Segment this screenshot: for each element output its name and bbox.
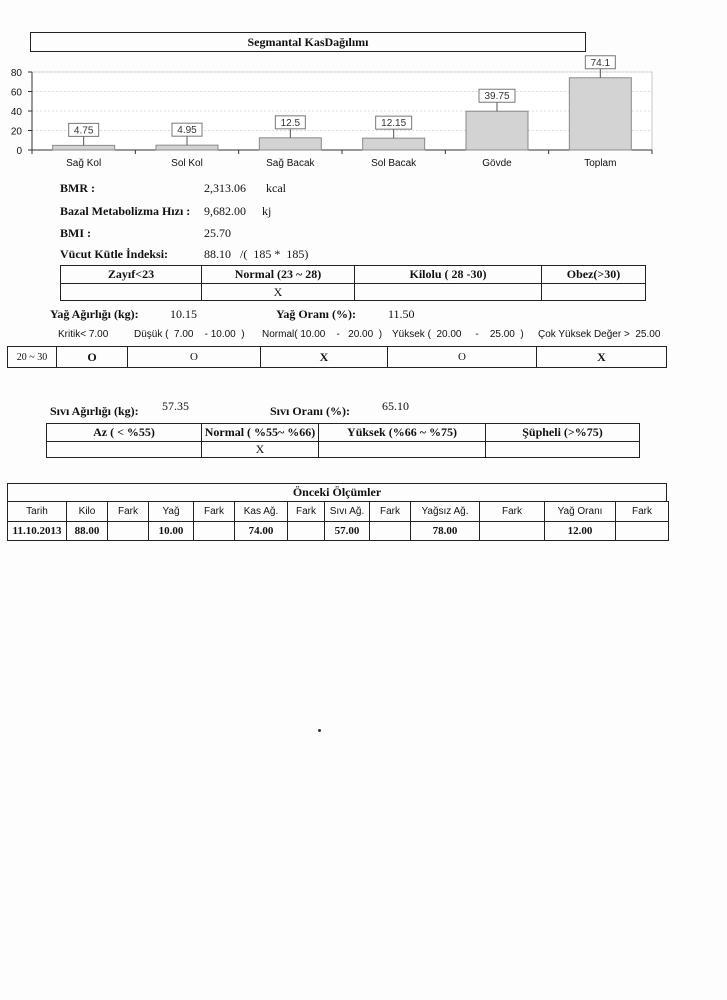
fat-mark: O bbox=[57, 347, 128, 368]
bar bbox=[259, 138, 321, 150]
cell-muscle: 74.00 bbox=[235, 522, 288, 541]
fluid-category-table bbox=[46, 423, 640, 458]
fat-range-critical: Kritik< 7.00 bbox=[58, 329, 109, 340]
bmi-mark bbox=[542, 284, 646, 301]
data-label: 39.75 bbox=[484, 91, 510, 103]
y-tick-label: 80 bbox=[10, 68, 22, 79]
bmi-header: Zayıf<23 bbox=[61, 266, 202, 284]
bar bbox=[363, 138, 425, 150]
col-header: Fark bbox=[480, 502, 545, 522]
bmi-value: 25.70 bbox=[204, 226, 231, 240]
cell-weight: 88.00 bbox=[67, 522, 108, 541]
fluid-header: Şüpheli (>%75) bbox=[486, 424, 640, 442]
x-tick-label: Sol Kol bbox=[171, 158, 203, 169]
col-header: Sıvı Ağ. bbox=[325, 502, 370, 522]
bmi-label: BMI : bbox=[60, 226, 91, 240]
vki-label: Vücut Kütle İndeksi: bbox=[60, 247, 169, 261]
cell-diff bbox=[616, 522, 669, 541]
fluid-header: Normal ( %55~ %66) bbox=[202, 424, 319, 442]
y-tick-label: 20 bbox=[10, 126, 22, 138]
previous-measurements-table bbox=[7, 501, 669, 541]
col-header: Fark bbox=[108, 502, 149, 522]
fat-mark: O bbox=[128, 347, 261, 368]
col-header: Yağsız Ağ. bbox=[411, 502, 480, 522]
bmi-header: Kilolu ( 28 -30) bbox=[355, 266, 542, 284]
col-header: Kas Ağ. bbox=[235, 502, 288, 522]
cell-diff bbox=[194, 522, 235, 541]
cell-diff bbox=[108, 522, 149, 541]
col-header: Fark bbox=[288, 502, 325, 522]
data-label: 4.95 bbox=[177, 125, 197, 137]
previous-header-row bbox=[8, 502, 669, 522]
fat-weight-value: 10.15 bbox=[170, 307, 197, 321]
bar bbox=[156, 145, 218, 150]
bar bbox=[466, 111, 528, 150]
col-header: Tarih bbox=[8, 502, 67, 522]
fat-mark: O bbox=[388, 347, 537, 368]
cell-fat-ratio: 12.00 bbox=[545, 522, 616, 541]
bmi-mark bbox=[355, 284, 542, 301]
y-tick-label: 60 bbox=[10, 87, 22, 99]
bmi-header: Normal (23 ~ 28) bbox=[202, 266, 355, 284]
col-header: Fark bbox=[616, 502, 669, 522]
fluid-ratio-value: 65.10 bbox=[382, 399, 409, 413]
bazal-unit: kj bbox=[262, 204, 272, 218]
data-label: 12.15 bbox=[381, 118, 407, 130]
x-tick-label: Gövde bbox=[482, 158, 512, 169]
fluid-mark bbox=[319, 442, 486, 458]
chart-title: Segmantal KasDağılımı bbox=[30, 32, 586, 52]
fat-ratio-label: Yağ Oranı (%): bbox=[276, 307, 356, 321]
fat-range-low: Düşük ( 7.00 - 10.00 ) bbox=[134, 329, 245, 340]
table-row bbox=[8, 522, 669, 541]
bmi-category-table bbox=[60, 265, 646, 301]
col-header: Yağ Oranı bbox=[545, 502, 616, 522]
bar bbox=[53, 145, 115, 150]
fat-range-table bbox=[7, 346, 667, 368]
x-tick-label: Sağ Bacak bbox=[266, 158, 315, 169]
fluid-mark bbox=[486, 442, 640, 458]
col-header: Fark bbox=[370, 502, 411, 522]
vki-value: 88.10 bbox=[204, 247, 231, 261]
fluid-header: Yüksek (%66 ~ %75) bbox=[319, 424, 486, 442]
bazal-label: Bazal Metabolizma Hızı : bbox=[60, 204, 191, 218]
y-tick-label: 40 bbox=[10, 107, 22, 118]
y-tick-label: 0 bbox=[16, 146, 22, 157]
col-header: Kilo bbox=[67, 502, 108, 522]
fat-mark: X bbox=[261, 347, 388, 368]
data-label: 4.75 bbox=[73, 125, 94, 137]
fluid-weight-value: 57.35 bbox=[162, 399, 189, 413]
fat-range-very-high: Çok Yüksek Değer > 25.00 bbox=[538, 329, 661, 340]
col-header: Fark bbox=[194, 502, 235, 522]
fat-weight-label: Yağ Ağırlığı (kg): bbox=[50, 307, 139, 321]
scan-dot bbox=[318, 729, 321, 732]
cell-diff bbox=[288, 522, 325, 541]
bmi-header: Obez(>30) bbox=[542, 266, 646, 284]
bar bbox=[569, 78, 631, 150]
previous-measurements-title: Önceki Ölçümler bbox=[7, 483, 667, 501]
x-tick-label: Toplam bbox=[584, 158, 617, 169]
bmi-mark bbox=[61, 284, 202, 301]
x-tick-label: Sol Bacak bbox=[371, 158, 417, 169]
col-header: Yağ bbox=[149, 502, 194, 522]
cell-fat: 10.00 bbox=[149, 522, 194, 541]
fat-range-high: Yüksek ( 20.00 - 25.00 ) bbox=[392, 329, 524, 340]
fluid-mark: X bbox=[202, 442, 319, 458]
bmi-mark: X bbox=[202, 284, 355, 301]
data-label: 74.1 bbox=[590, 57, 611, 69]
fluid-mark bbox=[47, 442, 202, 458]
bmr-unit: kcal bbox=[266, 181, 286, 195]
bazal-value: 9,682.00 bbox=[204, 204, 246, 218]
fluid-ratio-label: Sıvı Oranı (%): bbox=[270, 404, 350, 418]
cell-diff bbox=[480, 522, 545, 541]
fat-mark: X bbox=[537, 347, 667, 368]
cell-lean: 78.00 bbox=[411, 522, 480, 541]
fat-ratio-value: 11.50 bbox=[388, 307, 415, 321]
cell-fluid: 57.00 bbox=[325, 522, 370, 541]
fat-range-normal: Normal( 10.00 - 20.00 ) bbox=[262, 329, 383, 340]
cell-date: 11.10.2013 bbox=[8, 522, 67, 541]
cell-diff bbox=[370, 522, 411, 541]
vki-formula: /( 185 * 185) bbox=[240, 247, 309, 261]
bmr-label: BMR : bbox=[60, 181, 95, 195]
segmental-bar-chart bbox=[0, 55, 727, 175]
x-tick-label: Sağ Kol bbox=[66, 158, 102, 169]
bmr-value: 2,313.06 bbox=[204, 181, 246, 195]
fluid-weight-label: Sıvı Ağırlığı (kg): bbox=[50, 404, 139, 418]
data-label: 12.5 bbox=[280, 117, 301, 129]
fluid-header: Az ( < %55) bbox=[47, 424, 202, 442]
fat-age-range: 20 ~ 30 bbox=[8, 347, 57, 368]
